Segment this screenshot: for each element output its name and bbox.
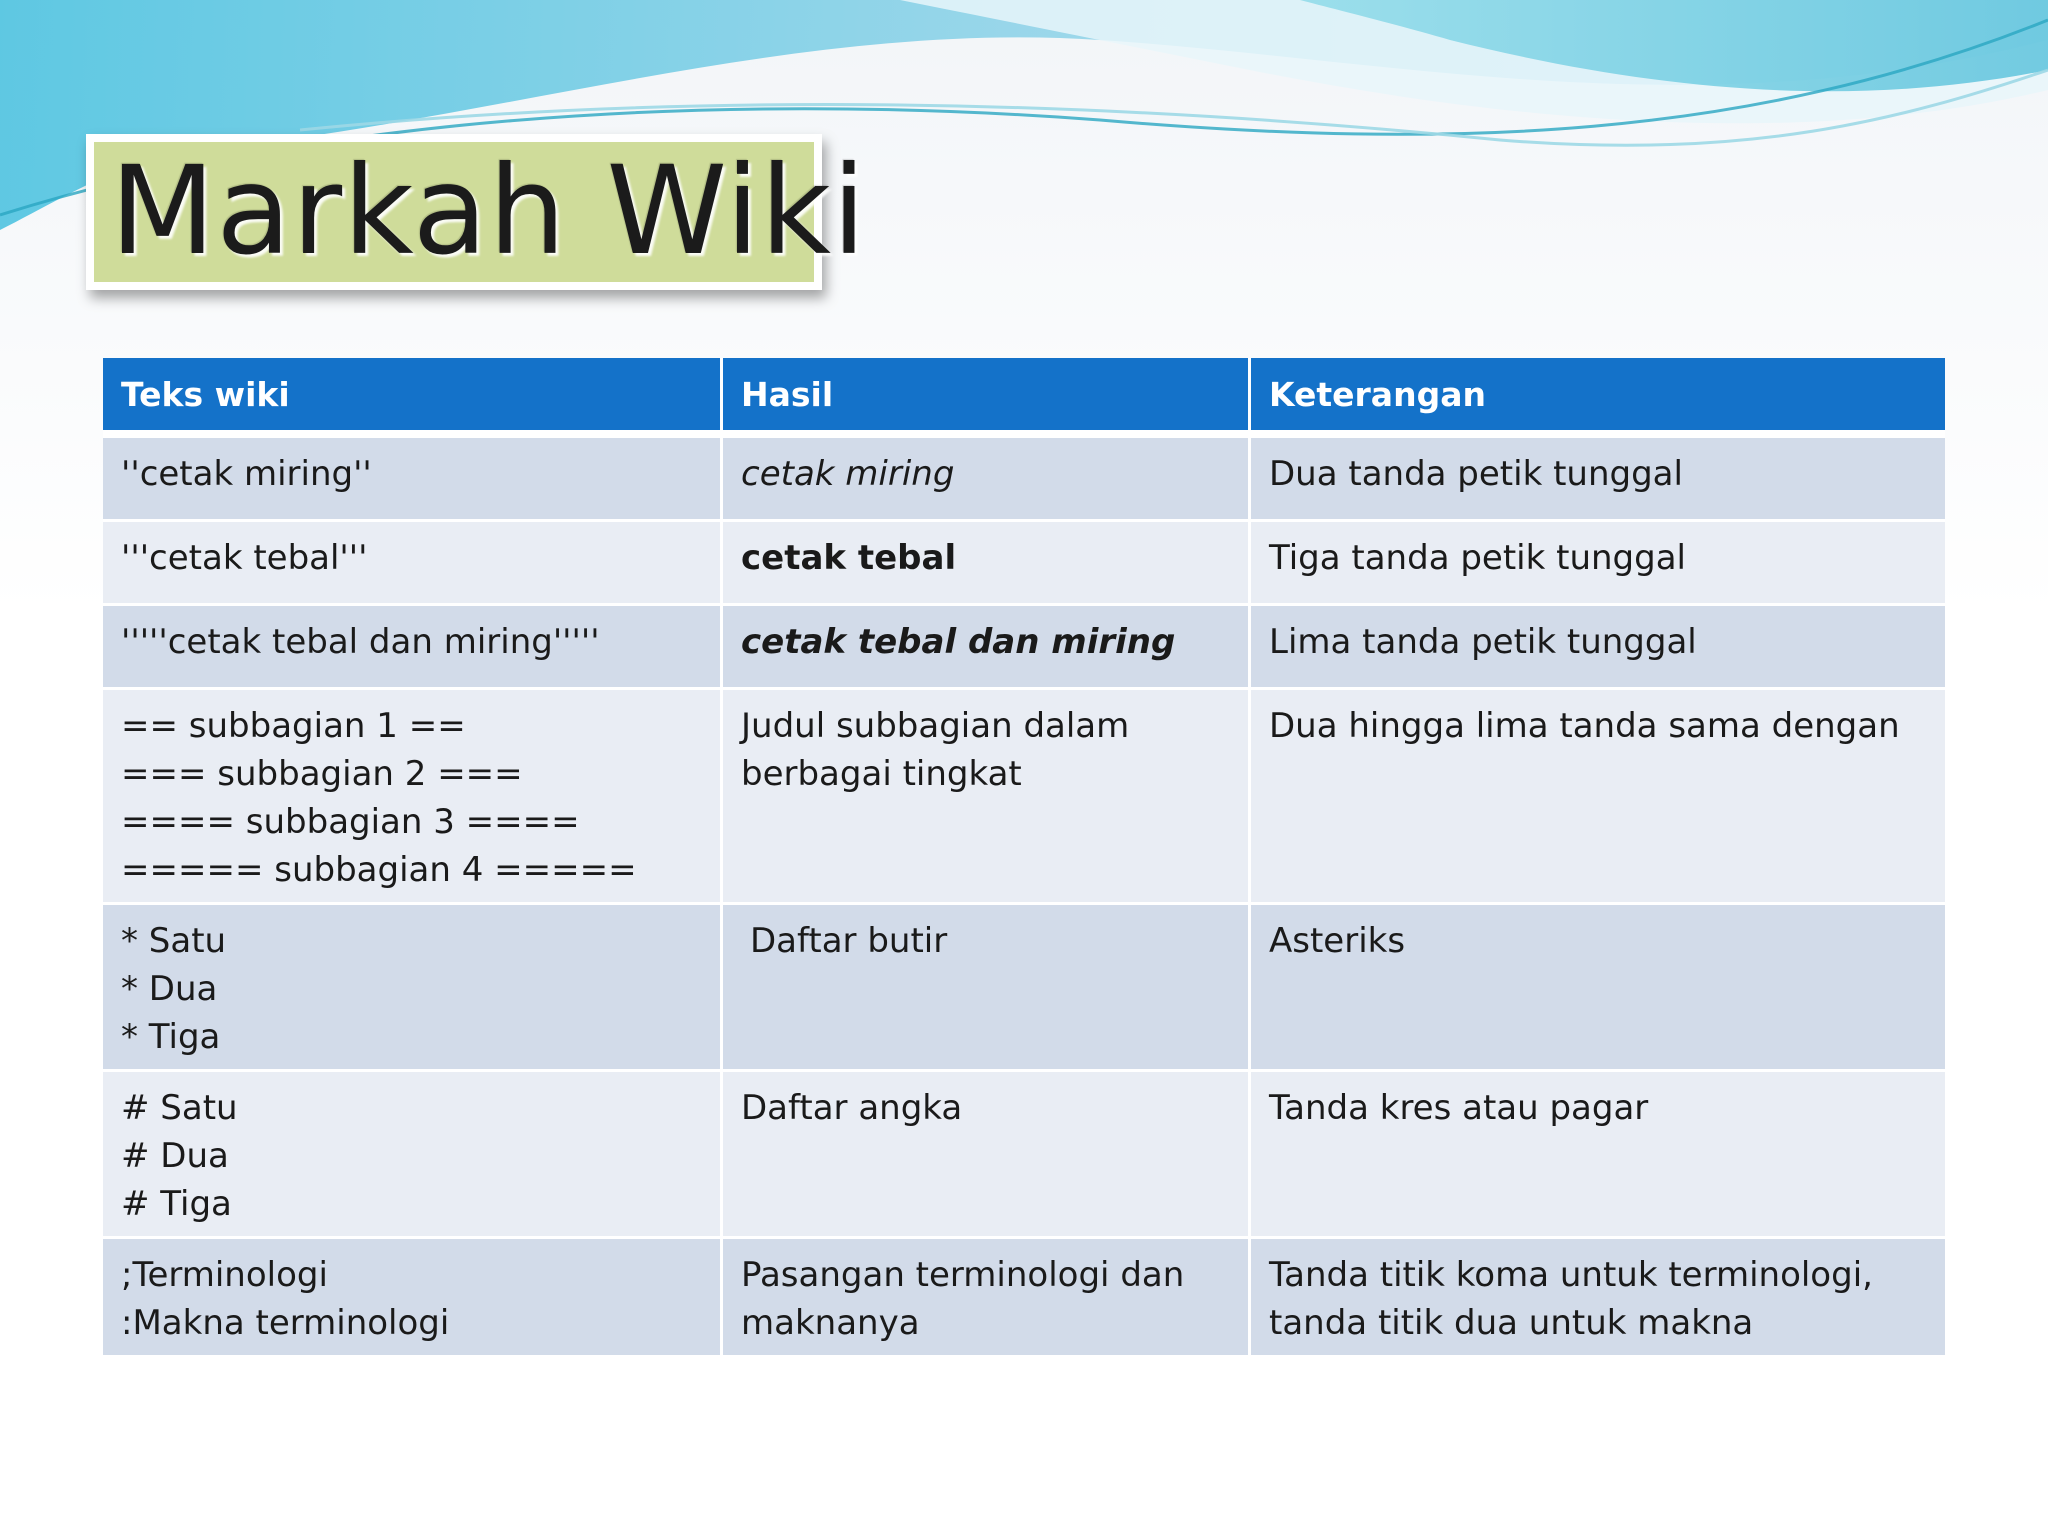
cell-wiki-text: ;Terminologi :Makna terminologi xyxy=(103,1239,720,1358)
header-teks-wiki: Teks wiki xyxy=(103,358,720,438)
cell-note: Tanda titik koma untuk terminologi, tanda titik dua untuk makna xyxy=(1248,1239,1945,1358)
table-row xyxy=(103,690,1945,905)
table-row xyxy=(103,905,1945,1072)
cell-result: Judul subbagian dalam berbagai tingkat xyxy=(720,690,1248,905)
cell-result: cetak miring xyxy=(720,438,1248,522)
cell-note: Dua hingga lima tanda sama dengan xyxy=(1248,690,1945,905)
cell-wiki-text: ''cetak miring'' xyxy=(103,438,720,522)
wiki-markup-table xyxy=(103,358,1945,1358)
cell-result: Daftar butir xyxy=(720,905,1248,1072)
cell-note: Tiga tanda petik tunggal xyxy=(1248,522,1945,606)
table-row xyxy=(103,606,1945,690)
table-row xyxy=(103,1239,1945,1358)
table-row xyxy=(103,1072,1945,1239)
table-row xyxy=(103,438,1945,522)
cell-result: cetak tebal dan miring xyxy=(720,606,1248,690)
cell-note: Asteriks xyxy=(1248,905,1945,1072)
cell-result: cetak tebal xyxy=(720,522,1248,606)
cell-note: Tanda kres atau pagar xyxy=(1248,1072,1945,1239)
cell-result: Pasangan terminologi dan maknanya xyxy=(720,1239,1248,1358)
cell-wiki-text: * Satu * Dua * Tiga xyxy=(103,905,720,1072)
cell-note: Dua tanda petik tunggal xyxy=(1248,438,1945,522)
cell-note: Lima tanda petik tunggal xyxy=(1248,606,1945,690)
cell-wiki-text: == subbagian 1 == === subbagian 2 === ==== subbagian 3 ==== ===== subbagian 4 ===== xyxy=(103,690,720,905)
table-row xyxy=(103,522,1945,606)
table-header-row xyxy=(103,358,1945,438)
cell-wiki-text: '''cetak tebal''' xyxy=(103,522,720,606)
cell-wiki-text: '''''cetak tebal dan miring''''' xyxy=(103,606,720,690)
header-keterangan: Keterangan xyxy=(1248,358,1945,438)
slide-title: Markah Wiki xyxy=(110,140,867,282)
header-hasil: Hasil xyxy=(720,358,1248,438)
cell-result: Daftar angka xyxy=(720,1072,1248,1239)
cell-wiki-text: # Satu # Dua # Tiga xyxy=(103,1072,720,1239)
